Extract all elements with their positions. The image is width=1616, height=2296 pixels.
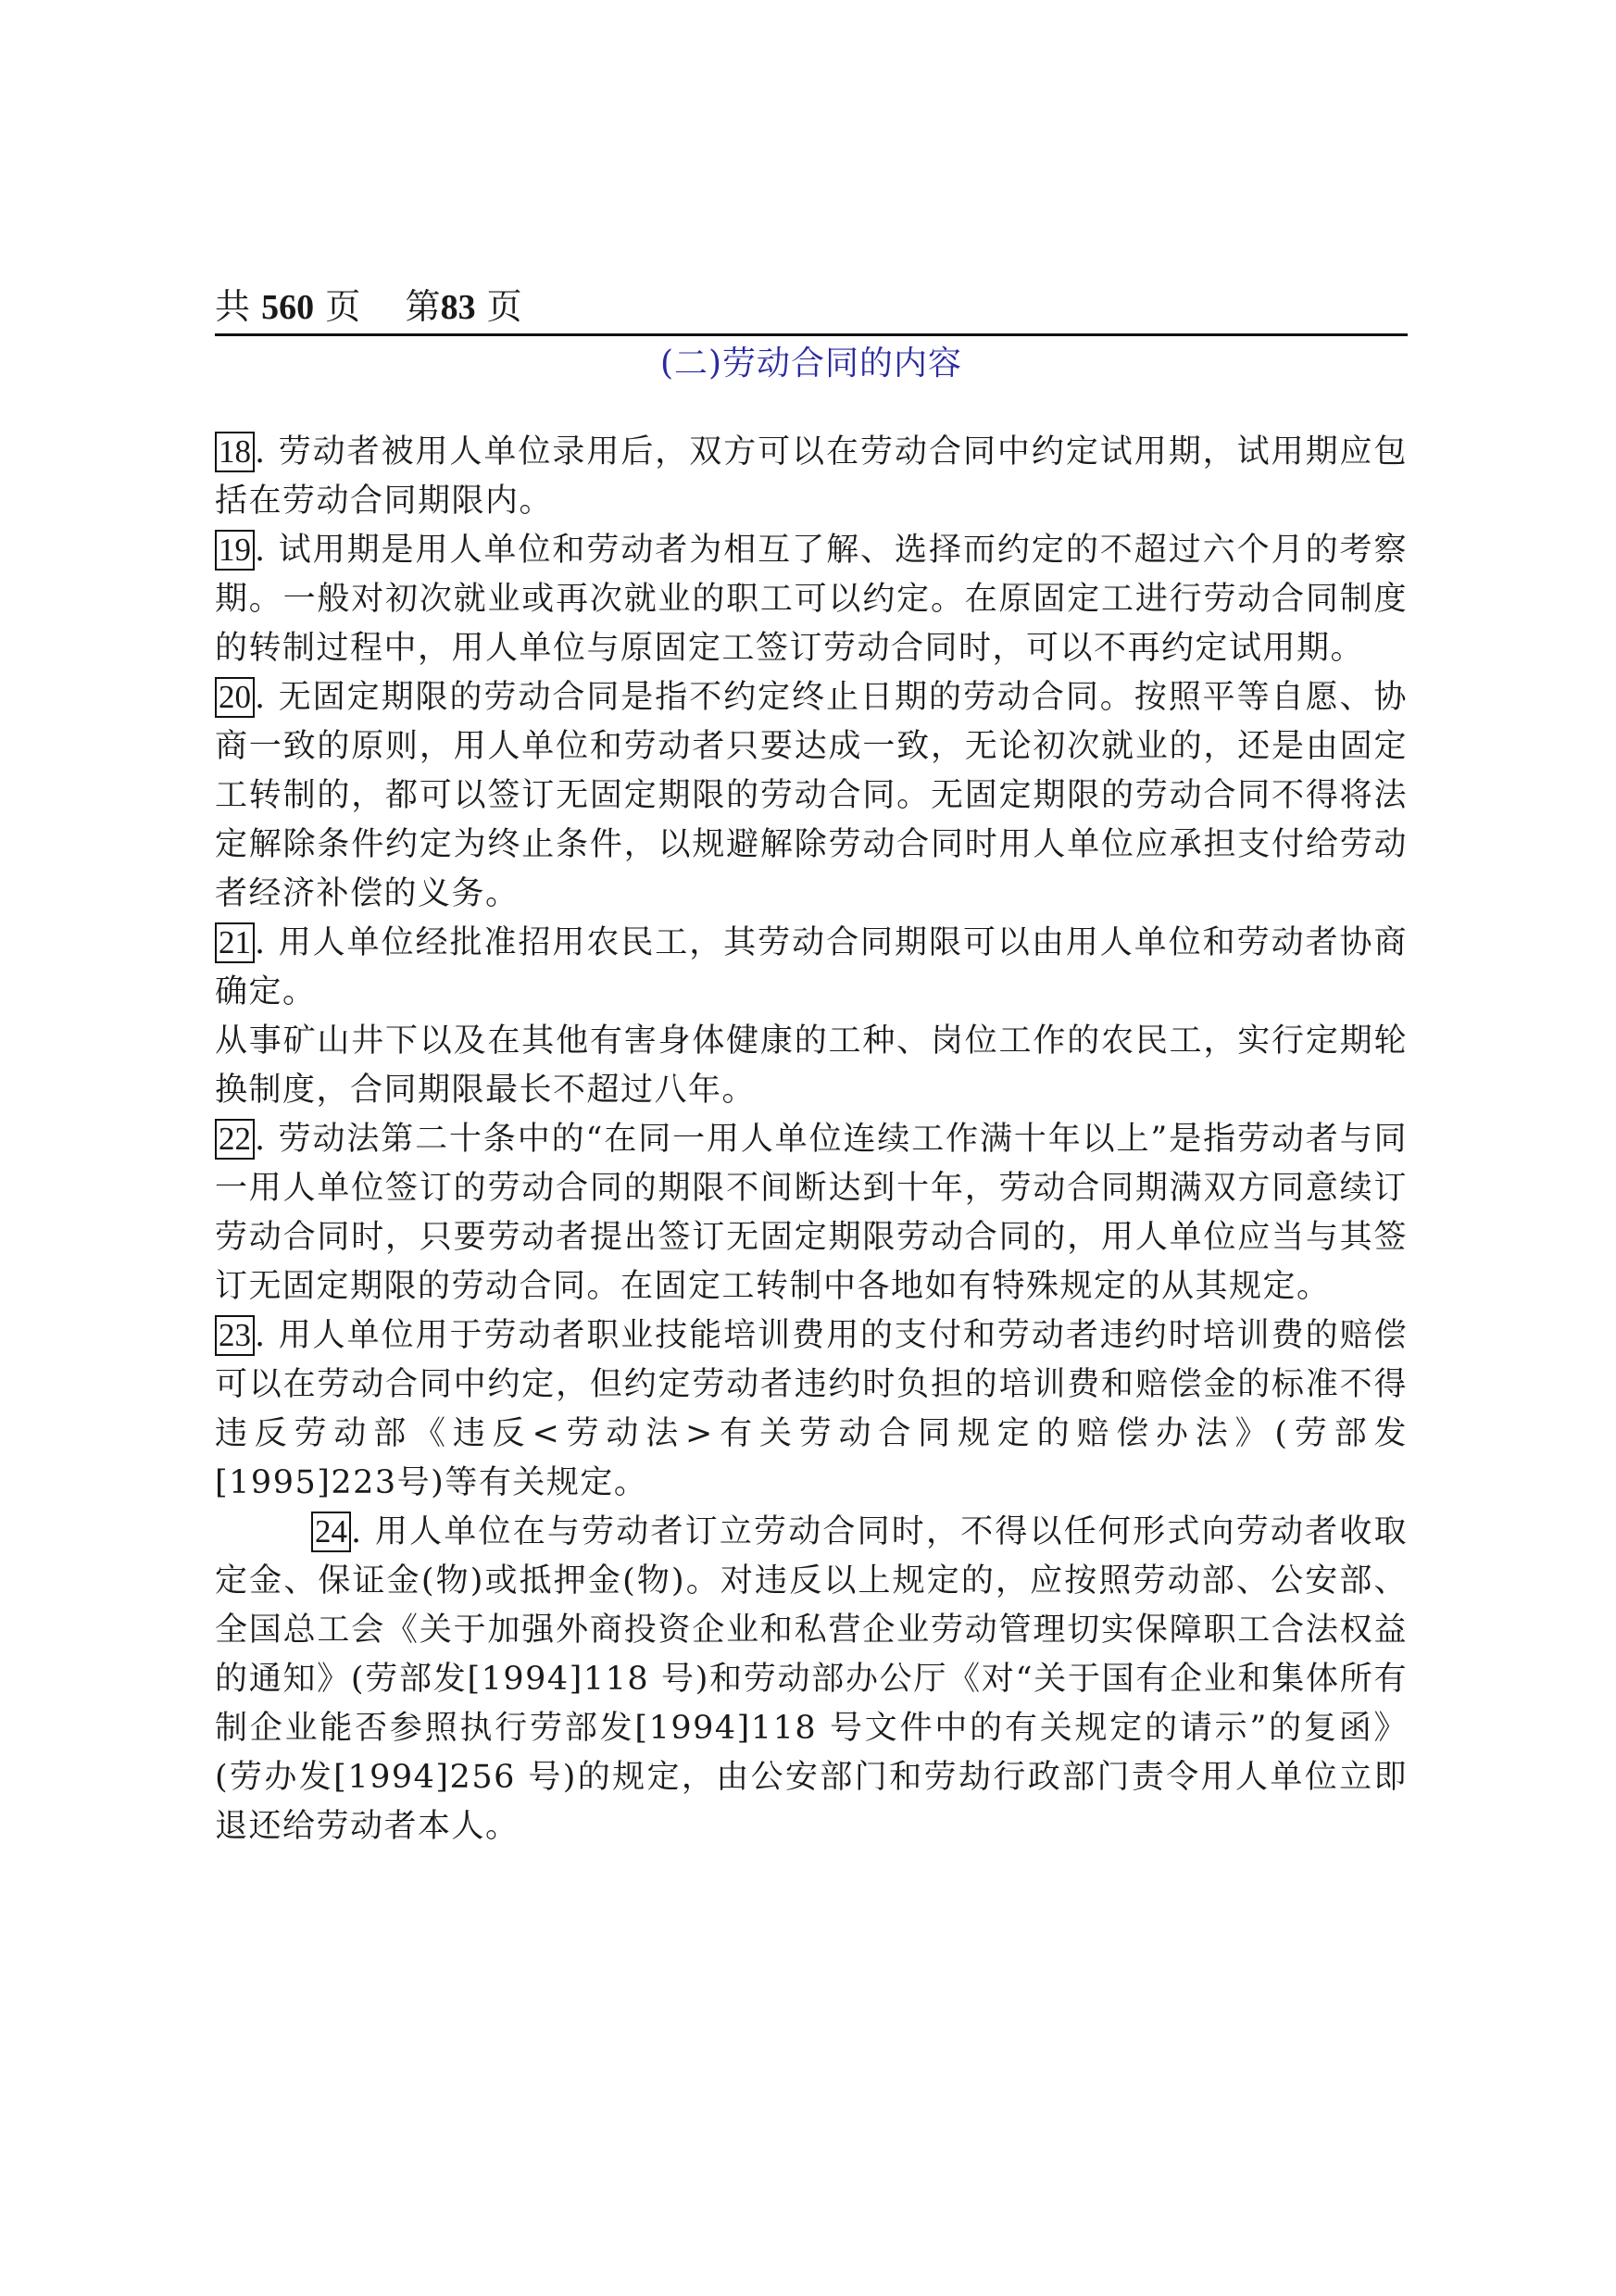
article-21-continuation bbox=[215, 1017, 1408, 1115]
article-text: . 无固定期限的劳动合同是指不约定终止日期的劳动合同。按照平等自愿、协商一致的原则，用人单位和劳动者只要达成一致，无论初次就业的，还是由固定工转制的，都可以签订无固定期限的劳动合同。无固定期限的劳动合同不得将法定解除条件约定为终止条件，以规避解除劳动合同时用人单位应承担支付给劳动者经济补偿的义务。 bbox=[215, 679, 1408, 912]
total-pages-suffix: 页 bbox=[325, 286, 361, 327]
article-22 bbox=[215, 1115, 1408, 1311]
current-page-suffix: 页 bbox=[486, 286, 522, 327]
document-body bbox=[215, 428, 1408, 1851]
article-text: 从事矿山井下以及在其他有害身体健康的工种、岗位工作的农民工，实行定期轮换制度，合同期限最长不超过八年。 bbox=[215, 1023, 1408, 1109]
article-text: . 劳动法第二十条中的“在同一用人单位连续工作满十年以上”是指劳动者与同一用人单位签订的劳动合同的期限不间断达到十年，劳动合同期满双方同意续订劳动合同时，只要劳动者提出签订无固定期限劳动合同的，用人单位应当与其签订无固定期限的劳动合同。在固定工转制中各地如有特殊规定的从其规定。 bbox=[215, 1121, 1408, 1305]
article-21 bbox=[215, 919, 1408, 1017]
article-23 bbox=[215, 1311, 1408, 1508]
article-text: . 试用期是用人单位和劳动者为相互了解、选择而约定的不超过六个月的考察期。一般对初次就业或再次就业的职工可以约定。在原固定工进行劳动合同制度的转制过程中，用人单位与原固定工签订劳动合同时，可以不再约定试用期。 bbox=[215, 532, 1408, 667]
article-number: 23 bbox=[215, 1315, 255, 1356]
article-number: 21 bbox=[215, 922, 255, 963]
total-pages-prefix: 共 bbox=[215, 286, 251, 327]
article-number: 20 bbox=[215, 677, 255, 718]
current-page-prefix: 第 bbox=[405, 286, 441, 327]
article-number: 19 bbox=[215, 530, 255, 571]
page-header bbox=[215, 280, 1408, 336]
article-number: 24 bbox=[311, 1512, 351, 1552]
article-18 bbox=[215, 428, 1408, 526]
total-pages-value: 560 bbox=[261, 288, 315, 327]
article-19 bbox=[215, 526, 1408, 673]
article-text: . 用人单位用于劳动者职业技能培训费用的支付和劳动者违约时培训费的赔偿可以在劳动合同中约定，但约定劳动者违约时负担的培训费和赔偿金的标准不得违反劳动部《违反<劳动法>有关劳动合同规定的赔偿办法》(劳部发[1995]223号)等有关规定。 bbox=[215, 1317, 1408, 1501]
article-number: 22 bbox=[215, 1119, 255, 1160]
article-text: . 劳动者被用人单位录用后，双方可以在劳动合同中约定试用期，试用期应包括在劳动合同期限内。 bbox=[215, 433, 1408, 520]
current-page-value: 83 bbox=[440, 288, 476, 327]
article-24 bbox=[215, 1508, 1408, 1851]
article-text: . 用人单位在与劳动者订立劳动合同时，不得以任何形式向劳动者收取定金、保证金(物)或抵押金(物)。对违反以上规定的，应按照劳动部、公安部、全国总工会《关于加强外商投资企业和私营企业劳动管理切实保障职工合法权益的通知》(劳部发[1994]118 号)和劳动部办公厅《对“关于国有企业和集体所有制企业能否参照执行劳部发[1994]118 号文件中的有关规定的请示”的复函》(劳办发[1994]256 号)的规定，由公安部门和劳劫行政部门责令用人单位立即退还给劳动者本人。 bbox=[215, 1513, 1408, 1845]
article-20 bbox=[215, 673, 1408, 919]
article-number: 18 bbox=[215, 432, 255, 472]
article-text: . 用人单位经批准招用农民工，其劳动合同期限可以由用人单位和劳动者协商确定。 bbox=[215, 924, 1408, 1010]
section-title: (二)劳动合同的内容 bbox=[659, 345, 963, 383]
